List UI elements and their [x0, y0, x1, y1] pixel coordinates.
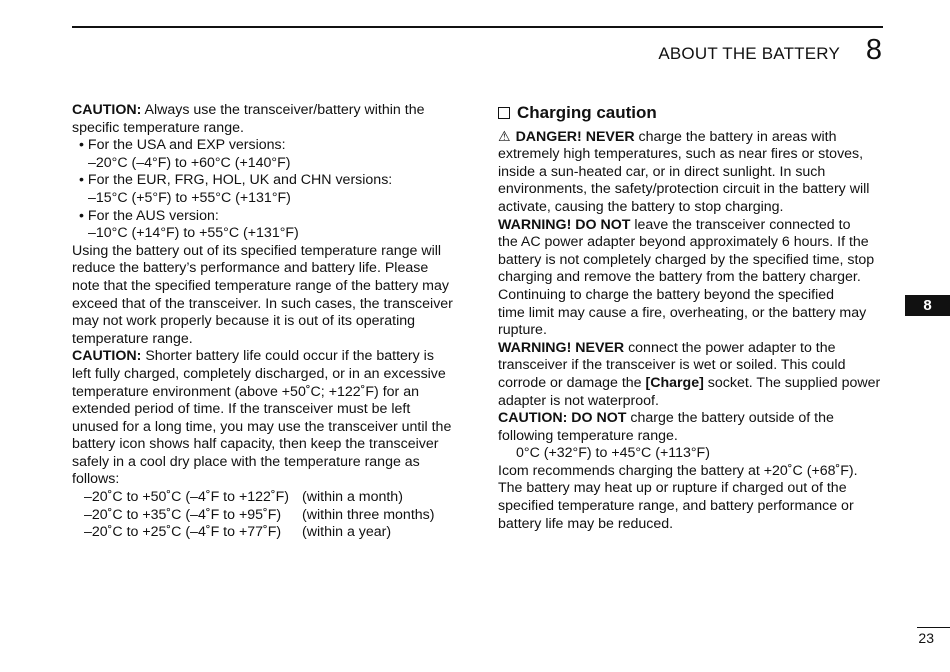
storage-range: –20˚C to +25˚C (–4˚F to +77˚F) — [84, 524, 282, 541]
chapter-side-tab: 8 — [905, 295, 950, 316]
caution-label: CAUTION: DO NOT — [498, 410, 627, 427]
paragraph-line: inside a sun-heated car, or in direct sunlight. In such — [498, 163, 826, 180]
paragraph-line: safely in a cool dry place with the temperature range as — [72, 453, 420, 470]
storage-period: (within a month) — [302, 489, 403, 506]
warning-line-1 — [498, 217, 890, 235]
danger-text: charge the battery in areas with — [638, 128, 837, 145]
danger-line — [498, 128, 890, 147]
caution-line-1 — [72, 102, 464, 120]
range-eur: –15°C (+5°F) to +55°C (+131°F) — [88, 189, 291, 206]
checkbox-square-icon — [498, 107, 510, 119]
bullet-eur: • For the EUR, FRG, HOL, UK and CHN versions: — [79, 172, 393, 189]
storage-period: (within three months) — [302, 506, 435, 523]
paragraph-line — [498, 375, 890, 393]
bullet-aus: • For the AUS version: — [79, 207, 219, 224]
section-title: Charging caution — [517, 103, 657, 122]
paragraph-line: reduce the battery’s performance and battery life. Please — [72, 260, 429, 277]
charge-socket-label: [Charge] — [645, 374, 704, 391]
paragraph-line: may not work properly because it is out of its operating — [72, 313, 416, 330]
storage-range: –20˚C to +35˚C (–4˚F to +95˚F) — [84, 506, 282, 523]
paragraph-line: time limit may cause a fire, overheating, or the battery may — [498, 304, 867, 321]
storage-range-row — [72, 507, 464, 525]
paragraph-line: Continuing to charge the battery beyond the specified — [498, 286, 834, 303]
caution-text: Shorter battery life could occur if the battery is — [145, 348, 434, 365]
bullet-usa-exp: • For the USA and EXP versions: — [79, 137, 286, 154]
paragraph-line: left fully charged, completely discharged, or in an excessive — [72, 365, 446, 382]
section-heading — [498, 104, 890, 122]
footer-rule — [917, 627, 950, 628]
caution-line-3 — [498, 410, 890, 428]
paragraph-line: The battery may heat up or rupture if charged out of the — [498, 480, 847, 497]
right-column — [498, 102, 890, 533]
storage-range-row — [72, 489, 464, 507]
paragraph-line: temperature environment (above +50˚C; +122˚F) for an — [72, 383, 419, 400]
range-usa-exp: –20°C (–4°F) to +60°C (+140°F) — [88, 154, 291, 171]
page-number: 23 — [918, 630, 934, 646]
storage-range-row — [72, 524, 464, 542]
paragraph-line: environments, the safety/protection circuit in the battery will — [498, 181, 870, 198]
paragraph-line: following temperature range. — [498, 427, 678, 444]
caution-text: Always use the transceiver/battery within the — [144, 102, 425, 118]
paragraph-line: adapter is not waterproof. — [498, 392, 659, 409]
paragraph-line: transceiver if the transceiver is wet or soiled. This could — [498, 357, 846, 374]
paragraph-line: Icom recommends charging the battery at +20˚C (+68˚F). — [498, 462, 858, 479]
paragraph-line: activate, causing the battery to stop charging. — [498, 198, 784, 215]
caution-label: CAUTION: — [72, 348, 142, 365]
paragraph-line: battery life may be reduced. — [498, 515, 674, 532]
warning-triangle-icon: ⚠ — [498, 127, 511, 144]
paragraph-line: rupture. — [498, 322, 547, 339]
paragraph-line: temperature range. — [72, 330, 193, 347]
danger-label: DANGER! NEVER — [515, 128, 635, 145]
warning-line-2 — [498, 340, 890, 358]
caution-label: CAUTION: — [72, 102, 142, 118]
paragraph-line: battery is not completely charged by the specified time, stop — [498, 251, 875, 268]
text-segment: corrode or damage the — [498, 374, 646, 391]
text-segment: socket. The supplied power — [703, 374, 881, 391]
header-rule — [72, 26, 883, 28]
paragraph-line: Using the battery out of its specified temperature range will — [72, 242, 442, 259]
paragraph-line: extremely high temperatures, such as near fires or stoves, — [498, 146, 864, 163]
paragraph-line: follows: — [72, 471, 120, 488]
charging-range: 0°C (+32°F) to +45°C (+113°F) — [516, 445, 710, 462]
caution-text: charge the battery outside of the — [630, 410, 834, 427]
left-column — [72, 102, 464, 542]
paragraph-line: note that the specified temperature range of the battery may — [72, 277, 449, 294]
paragraph-line: specified temperature range, and battery performance or — [498, 498, 854, 515]
paragraph-line: the AC power adapter beyond approximately 6 hours. If the — [498, 234, 869, 251]
paragraph-line: battery icon shows half capacity, then keep the transceiver — [72, 436, 439, 453]
caution-line-2 — [72, 348, 464, 366]
storage-period: (within a year) — [302, 524, 392, 541]
paragraph-line: unused for a long time, you may use the transceiver until the — [72, 418, 452, 435]
range-aus: –10°C (+14°F) to +55°C (+131°F) — [88, 225, 299, 242]
warning-label: WARNING! NEVER — [498, 339, 625, 356]
chapter-title: ABOUT THE BATTERY — [658, 44, 840, 63]
warning-label: WARNING! DO NOT — [498, 216, 631, 233]
paragraph-line: extended period of time. If the transceiver must be left — [72, 401, 411, 418]
caution-text-cont: specific temperature range. — [72, 119, 244, 136]
paragraph-line: exceed that of the transceiver. In such cases, the transceiver — [72, 295, 453, 312]
paragraph-line: charging and remove the battery from the battery charger. — [498, 269, 861, 286]
warning-text: leave the transceiver connected to — [634, 216, 851, 233]
chapter-number: 8 — [865, 34, 882, 66]
warning-text: connect the power adapter to the — [628, 339, 836, 356]
storage-range: –20˚C to +50˚C (–4˚F to +122˚F) — [84, 489, 290, 506]
